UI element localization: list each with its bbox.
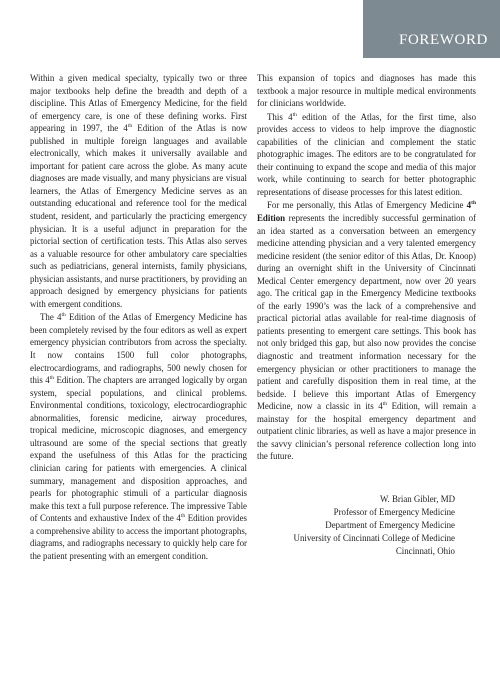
paragraph-intro: Within a given medical specialty, typically two or three major textbooks help define the breadth and depth of a discipline. This Atlas of Emergency Medicine, for the field of emergency care, is one of these defining works. First appearing in 1997, the 4th Edition of the Atlas is now published in multiple foreign languages and available electronically, which makes it universally available and important for patient care across the globe. As many acute diagnoses are made visually, and many physicians are visual learners, the Atlas of Emergency Medicine serves as an outstanding educational and reference tool for the medical student, resident, and particularly the practicing emergency physician. It is a useful adjunct in preparation for the pictorial section of certification tests. This Atlas also serves as a valuable resource for other ambulatory care specialties such as pediatricians, general internists, family physicians, physician assistants, and nurse practitioners, by providing an approach designed by emergency physicians for patients with emergent conditions. (30, 73, 247, 309)
paragraph-fourth-edition: The 4th Edition of the Atlas of Emergency Medicine has been completely revised by the four editors as well as expert emergency physician contributors from across the specialty. It now contains 1500 full color photographs, electrocardiograms, and radiographs, 500 newly chosen for this 4th Edition. The chapters are arranged logically by organ system, special populations, and clinical problems. Environmental conditions, toxicology, electrocardiographic abnormalities, forensic medicine, airway procedures, tropical medicine, microscopic diagnoses, and emergency ultrasound are some of the special sections that greatly expand the usefulness of this Atlas for the practicing clinician caring for patients with emergencies. A clinical summary, management and disposition approaches, and pearls for photographic stimuli of a particular diagnosis make this text a full purpose reference. The impressive Table of Contents and exhaustive Index of the 4th Edition provides a comprehensive ability to access the important photographs, diagrams, and radiographs necessary to quickly help care for the patient presenting with an emergent condition. (30, 312, 248, 561)
signature-college: University of Cincinnati College of Medicine (293, 533, 455, 543)
signature-block (257, 493, 455, 558)
paragraph-videos: This 4th edition of the Atlas, for the first time, also provides access to videos to help improve the diagnostic capabilities of the clinician and complement the static photographic images. The editors are to be congratulated for their continuing to expand the scope and media of this major work, while continuing to search for better photographic representations of disease processes for this latest edition. (257, 111, 477, 197)
signature-name: W. Brian Gibler, MD (380, 494, 455, 504)
paragraph-expansion: This expansion of topics and diagnoses has made this textbook a major resource in multiple medical environments for clinicians worldwide. (257, 73, 476, 109)
right-text-column (257, 72, 476, 464)
left-text-column (30, 72, 247, 563)
foreword-title: FOREWORD (399, 32, 488, 48)
signature-title: Professor of Emergency Medicine (333, 507, 455, 517)
signature-location: Cincinnati, Ohio (395, 546, 455, 556)
foreword-header-tab (363, 0, 500, 58)
edition-emphasis: 4th Edition (257, 200, 476, 224)
signature-department: Department of Emergency Medicine (325, 520, 455, 530)
paragraph-personal: For me personally, this Atlas of Emergency Medicine 4th Edition represents the incredibly successful germination of an idea started as a conversation between an emergency medicine attending physician and a very talented emergency medicine resident (the senior editor of this Atlas, Dr. Knoop) during an overnight shift in the University of Cincinnati Medical Center emergency department, now over 20 years ago. The critical gap in the Emergency Medicine textbooks of the early 1990’s was the lack of a comprehensive and practical pictorial atlas available for real-time diagnosis of patients presenting to emergent care settings. This book has not only bridged this gap, but also now provides the concise diagnostic and treatment information necessary for the emergency physician or other practitioners to manage the patient and carefully disposition them in real time, at the bedside. I believe this important Atlas of Emergency Medicine, now a classic in its 4th Edition, will remain a mainstay for the hospital emergency department and outpatient clinic libraries, as well as have a major presence in the savvy clinician’s personal reference collection long into the future. (257, 200, 476, 462)
